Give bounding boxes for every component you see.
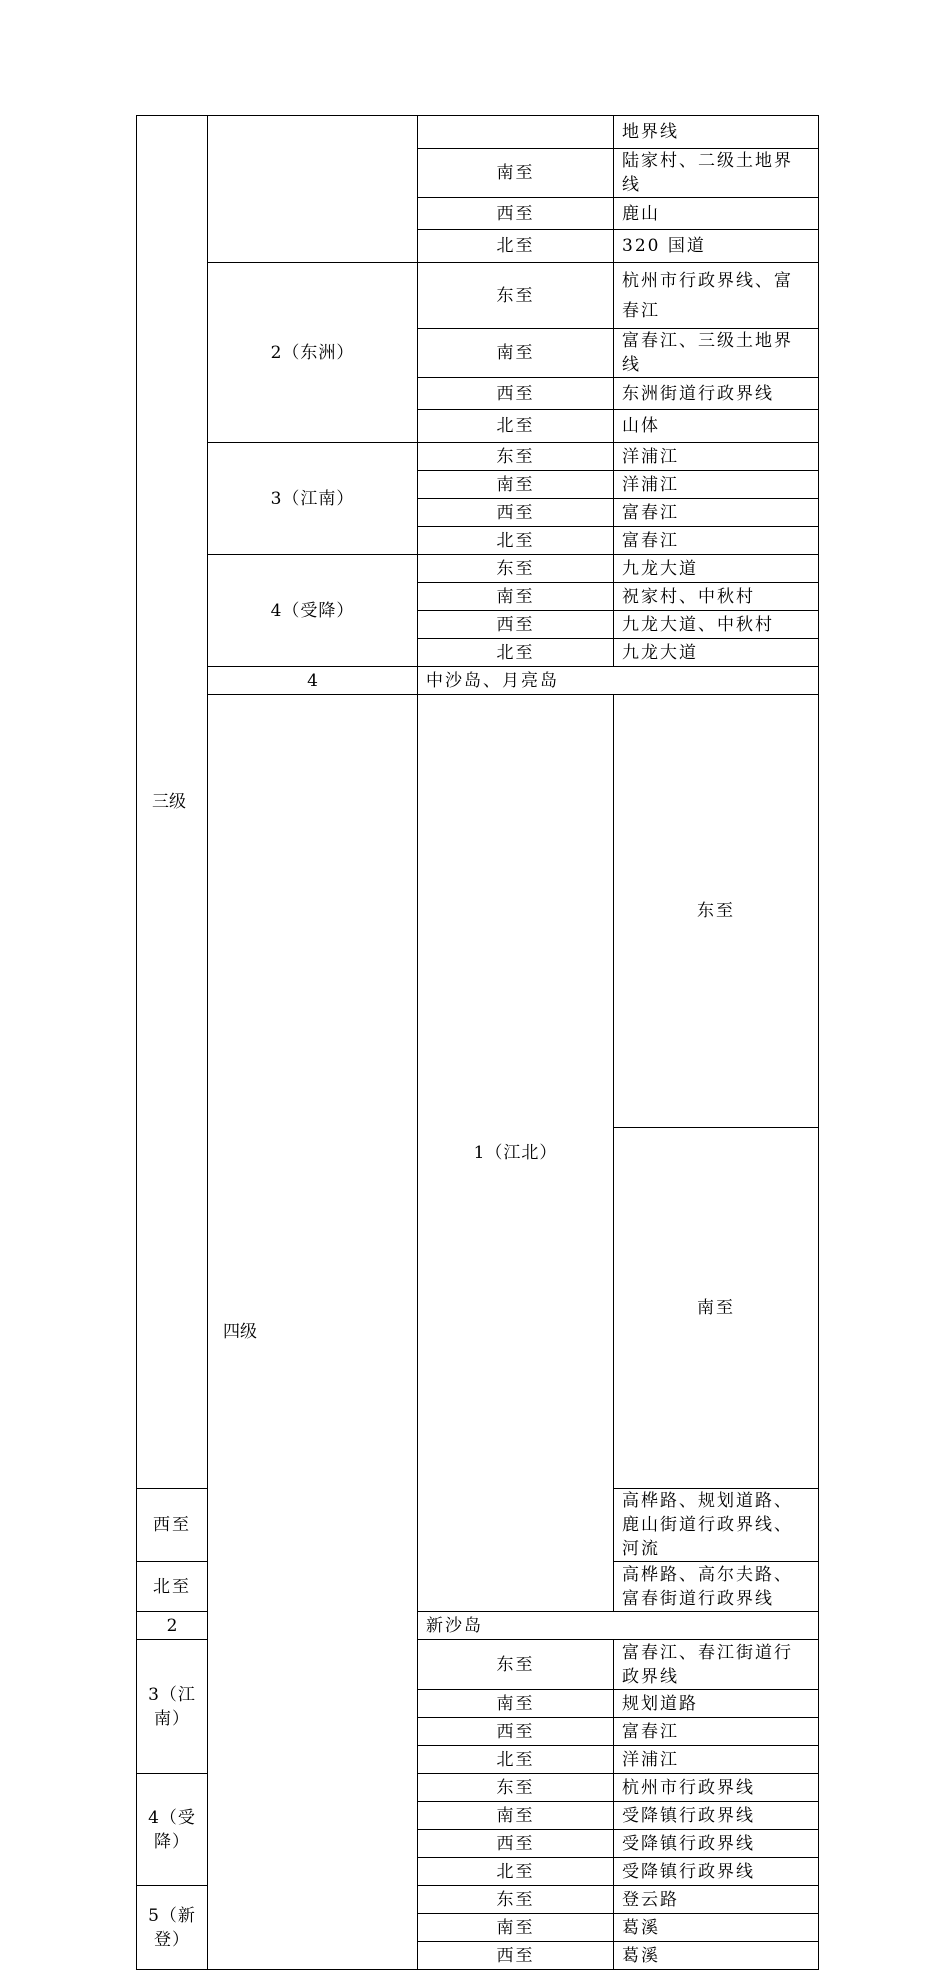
boundary-cell: 山体 xyxy=(614,410,819,443)
boundary-cell: 受降镇行政界线 xyxy=(614,1858,819,1886)
direction-cell: 西至 xyxy=(418,1942,614,1970)
boundary-cell: 富春江 xyxy=(614,1718,819,1746)
unit-cell: 3（江南） xyxy=(137,1640,208,1774)
unit-cell: 5（新登） xyxy=(137,1886,208,1970)
boundary-cell: 陆家村、二级土地界线 xyxy=(614,149,819,198)
direction-cell xyxy=(418,116,614,149)
direction-cell: 北至 xyxy=(137,1562,208,1612)
direction-cell: 北至 xyxy=(418,230,614,263)
area-cell: 中沙岛、月亮岛 xyxy=(418,667,819,695)
direction-cell: 南至 xyxy=(418,1914,614,1942)
unit-cell: 2 xyxy=(137,1612,208,1640)
direction-cell: 西至 xyxy=(418,499,614,527)
boundary-cell: 洋浦江 xyxy=(614,443,819,471)
direction-cell: 东至 xyxy=(418,443,614,471)
unit-cell: 2（东洲） xyxy=(208,263,418,443)
direction-cell: 南至 xyxy=(418,149,614,198)
direction-cell: 南至 xyxy=(418,1802,614,1830)
direction-cell: 北至 xyxy=(418,410,614,443)
boundary-cell: 九龙大道、中秋村 xyxy=(614,611,819,639)
direction-cell: 西至 xyxy=(418,198,614,230)
boundary-cell: 高桦路、规划道路、鹿山街道行政界线、河流 xyxy=(614,1489,819,1562)
boundary-cell: 富春江、春江街道行政界线 xyxy=(614,1640,819,1690)
direction-cell: 北至 xyxy=(418,1746,614,1774)
unit-cell: 4（受降） xyxy=(208,555,418,667)
direction-cell: 南至 xyxy=(418,1690,614,1718)
direction-cell: 南至 xyxy=(418,471,614,499)
unit-cell: 4（受降） xyxy=(137,1774,208,1886)
boundary-cell: 杭州市行政界线、富春江 xyxy=(614,263,819,329)
direction-cell: 北至 xyxy=(418,1858,614,1886)
boundary-cell: 葛溪 xyxy=(614,1914,819,1942)
direction-cell: 南至 xyxy=(614,1128,819,1489)
boundary-cell: 高桦路、高尔夫路、富春街道行政界线 xyxy=(614,1562,819,1612)
boundary-cell: 祝家村、中秋村 xyxy=(614,583,819,611)
boundary-cell: 受降镇行政界线 xyxy=(614,1802,819,1830)
unit-cell: 1（江北） xyxy=(418,695,614,1612)
boundary-cell: 受降镇行政界线 xyxy=(614,1830,819,1858)
boundary-cell: 九龙大道 xyxy=(614,555,819,583)
unit-cell xyxy=(208,116,418,263)
direction-cell: 西至 xyxy=(418,611,614,639)
direction-cell: 北至 xyxy=(418,527,614,555)
direction-cell: 南至 xyxy=(418,583,614,611)
boundary-cell: 登云路 xyxy=(614,1886,819,1914)
direction-cell: 东至 xyxy=(418,1640,614,1690)
boundary-cell: 洋浦江 xyxy=(614,471,819,499)
direction-cell: 西至 xyxy=(137,1489,208,1562)
direction-cell: 西至 xyxy=(418,1718,614,1746)
boundary-cell: 东洲街道行政界线 xyxy=(614,378,819,410)
direction-cell: 北至 xyxy=(418,639,614,667)
boundary-cell: 规划道路 xyxy=(614,1690,819,1718)
direction-cell: 西至 xyxy=(418,378,614,410)
boundary-cell: 洋浦江 xyxy=(614,1746,819,1774)
boundary-cell: 杭州市行政界线 xyxy=(614,1774,819,1802)
direction-cell: 东至 xyxy=(614,695,819,1128)
land-grade-boundary-table xyxy=(136,115,819,1970)
direction-cell: 东至 xyxy=(418,1886,614,1914)
boundary-cell: 鹿山 xyxy=(614,198,819,230)
boundary-cell: 九龙大道 xyxy=(614,639,819,667)
grade-cell: 四级 xyxy=(208,695,418,1970)
boundary-cell: 320 国道 xyxy=(614,230,819,263)
direction-cell: 东至 xyxy=(418,263,614,329)
boundary-cell: 富春江 xyxy=(614,499,819,527)
area-cell: 新沙岛 xyxy=(418,1612,819,1640)
boundary-cell: 地界线 xyxy=(614,116,819,149)
direction-cell: 南至 xyxy=(418,329,614,378)
direction-cell: 东至 xyxy=(418,1774,614,1802)
boundary-cell: 葛溪 xyxy=(614,1942,819,1970)
unit-cell: 3（江南） xyxy=(208,443,418,555)
unit-cell: 4 xyxy=(208,667,418,695)
grade-cell: 三级 xyxy=(137,116,208,1489)
direction-cell: 东至 xyxy=(418,555,614,583)
boundary-cell: 富春江 xyxy=(614,527,819,555)
direction-cell: 西至 xyxy=(418,1830,614,1858)
boundary-cell: 富春江、三级土地界线 xyxy=(614,329,819,378)
